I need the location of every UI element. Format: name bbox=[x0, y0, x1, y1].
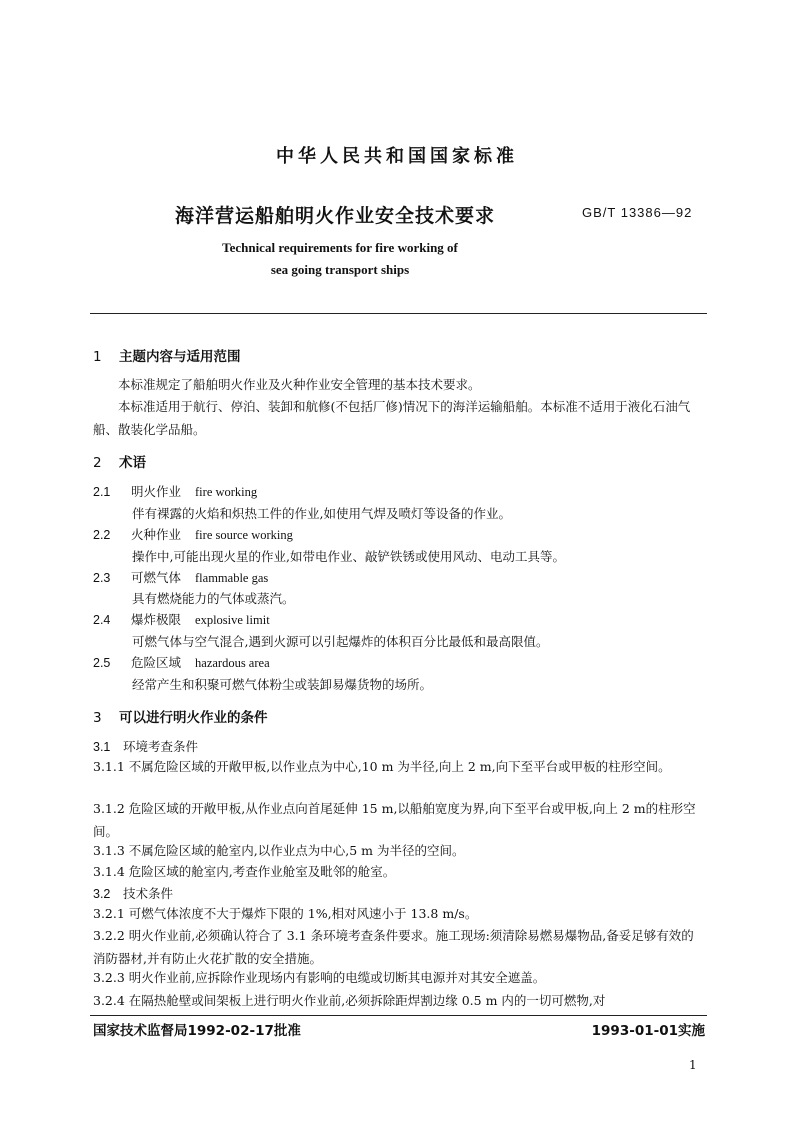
term-number: 2.3 bbox=[93, 571, 111, 585]
term-en: flammable gas bbox=[195, 571, 269, 585]
section-title: 主题内容与适用范围 bbox=[119, 349, 241, 365]
term-cn: 火种作业 bbox=[131, 527, 182, 542]
clause-3-1-2: 3.1.2 危险区域的开敞甲板,从作业点向首尾延伸 15 m,以船舶宽度为界,向下至平台或甲板,向上 2 m的柱形空间。 bbox=[93, 801, 696, 839]
clause-3-1-1: 3.1.1 不属危险区域的开敞甲板,以作业点为中心,10 m 为半径,向上 2 m,向下至平台或甲板的柱形空间。 bbox=[93, 759, 671, 774]
term-en: hazardous area bbox=[195, 656, 270, 670]
term-en: fire working bbox=[195, 485, 258, 499]
section-1-para-1: 本标准规定了船舶明火作业及火种作业安全管理的基本技术要求。 bbox=[118, 377, 481, 392]
clause-3-1-4: 3.1.4 危险区域的舱室内,考查作业舱室及毗邻的舱室。 bbox=[93, 864, 396, 879]
national-standard-heading: 中华人民共和国国家标准 bbox=[276, 146, 518, 167]
term-2-2 bbox=[93, 525, 293, 543]
term-en: explosive limit bbox=[195, 613, 270, 627]
term-2-5 bbox=[93, 653, 270, 671]
term-definition: 操作中,可能出现火星的作业,如带电作业、敲铲铁锈或使用风动、电动工具等。 bbox=[132, 549, 565, 564]
clause-3-2-2: 3.2.2 明火作业前,必须确认符合了 3.1 条环境考查条件要求。施工现场:须清除易燃易爆物品,备妥足够有效的消防器材,并有防止火花扩散的安全措施。 bbox=[93, 928, 694, 966]
section-title: 术语 bbox=[119, 455, 146, 471]
term-cn: 可燃气体 bbox=[131, 570, 182, 585]
header-divider bbox=[90, 313, 707, 314]
term-number: 2.4 bbox=[93, 613, 111, 627]
section-number: 1 bbox=[93, 349, 102, 365]
section-number: 3 bbox=[93, 710, 102, 726]
term-number: 2.1 bbox=[93, 485, 111, 499]
document-title-en-line2: sea going transport ships bbox=[270, 262, 410, 277]
section-1-heading bbox=[93, 345, 241, 365]
term-en: fire source working bbox=[195, 528, 293, 542]
section-title: 可以进行明火作业的条件 bbox=[119, 710, 268, 726]
term-definition: 具有燃烧能力的气体或蒸汽。 bbox=[132, 591, 295, 606]
subsection-3-1 bbox=[93, 737, 198, 755]
standard-number: GB/T 13386—92 bbox=[582, 205, 693, 220]
term-definition: 可燃气体与空气混合,遇到火源可以引起爆炸的体积百分比最低和最高限值。 bbox=[132, 634, 549, 649]
approval-date: 国家技术监督局1992-02-17批准 bbox=[93, 1023, 301, 1039]
term-2-3 bbox=[93, 568, 268, 586]
clause-3-2-1: 3.2.1 可燃气体浓度不大于爆炸下限的 1%,相对风速小于 13.8 m/s。 bbox=[93, 906, 478, 921]
subsection-number: 3.2 bbox=[93, 887, 111, 901]
section-1-para-2: 本标准适用于航行、停泊、装卸和航修(不包括厂修)情况下的海洋运输船舶。本标准不适用于液化石油气船、散装化学品船。 bbox=[93, 399, 691, 437]
page-number: 1 bbox=[689, 1058, 697, 1072]
subsection-3-2 bbox=[93, 884, 173, 902]
term-cn: 明火作业 bbox=[131, 484, 182, 499]
clause-3-2-4: 3.2.4 在隔热舱壁或间架板上进行明火作业前,必须拆除距焊割边缘 0.5 m 内的一切可燃物,对 bbox=[93, 993, 606, 1008]
term-definition: 经常产生和积聚可燃气体粉尘或装卸易爆货物的场所。 bbox=[132, 677, 433, 692]
subsection-title: 技术条件 bbox=[123, 886, 174, 901]
subsection-number: 3.1 bbox=[93, 740, 111, 754]
subsection-title: 环境考查条件 bbox=[123, 739, 199, 754]
clause-3-1-3: 3.1.3 不属危险区域的舱室内,以作业点为中心,5 m 为半径的空间。 bbox=[93, 843, 465, 858]
section-2-heading bbox=[93, 451, 146, 471]
term-number: 2.2 bbox=[93, 528, 111, 542]
document-title-en-line1: Technical requirements for fire working of bbox=[222, 240, 458, 255]
term-definition: 伴有裸露的火焰和炽热工件的作业,如使用气焊及喷灯等设备的作业。 bbox=[132, 506, 511, 521]
section-number: 2 bbox=[93, 455, 102, 471]
document-title-cn: 海洋营运船舶明火作业安全技术要求 bbox=[175, 205, 496, 227]
effective-date: 1993-01-01实施 bbox=[591, 1023, 705, 1039]
term-2-1 bbox=[93, 482, 257, 500]
clause-3-2-3: 3.2.3 明火作业前,应拆除作业现场内有影响的电缆或切断其电源并对其安全遮盖。 bbox=[93, 970, 546, 985]
term-number: 2.5 bbox=[93, 656, 111, 670]
footer-divider bbox=[90, 1015, 707, 1016]
section-3-heading bbox=[93, 706, 268, 726]
term-cn: 爆炸极限 bbox=[131, 612, 182, 627]
term-2-4 bbox=[93, 610, 270, 628]
term-cn: 危险区域 bbox=[131, 655, 182, 670]
